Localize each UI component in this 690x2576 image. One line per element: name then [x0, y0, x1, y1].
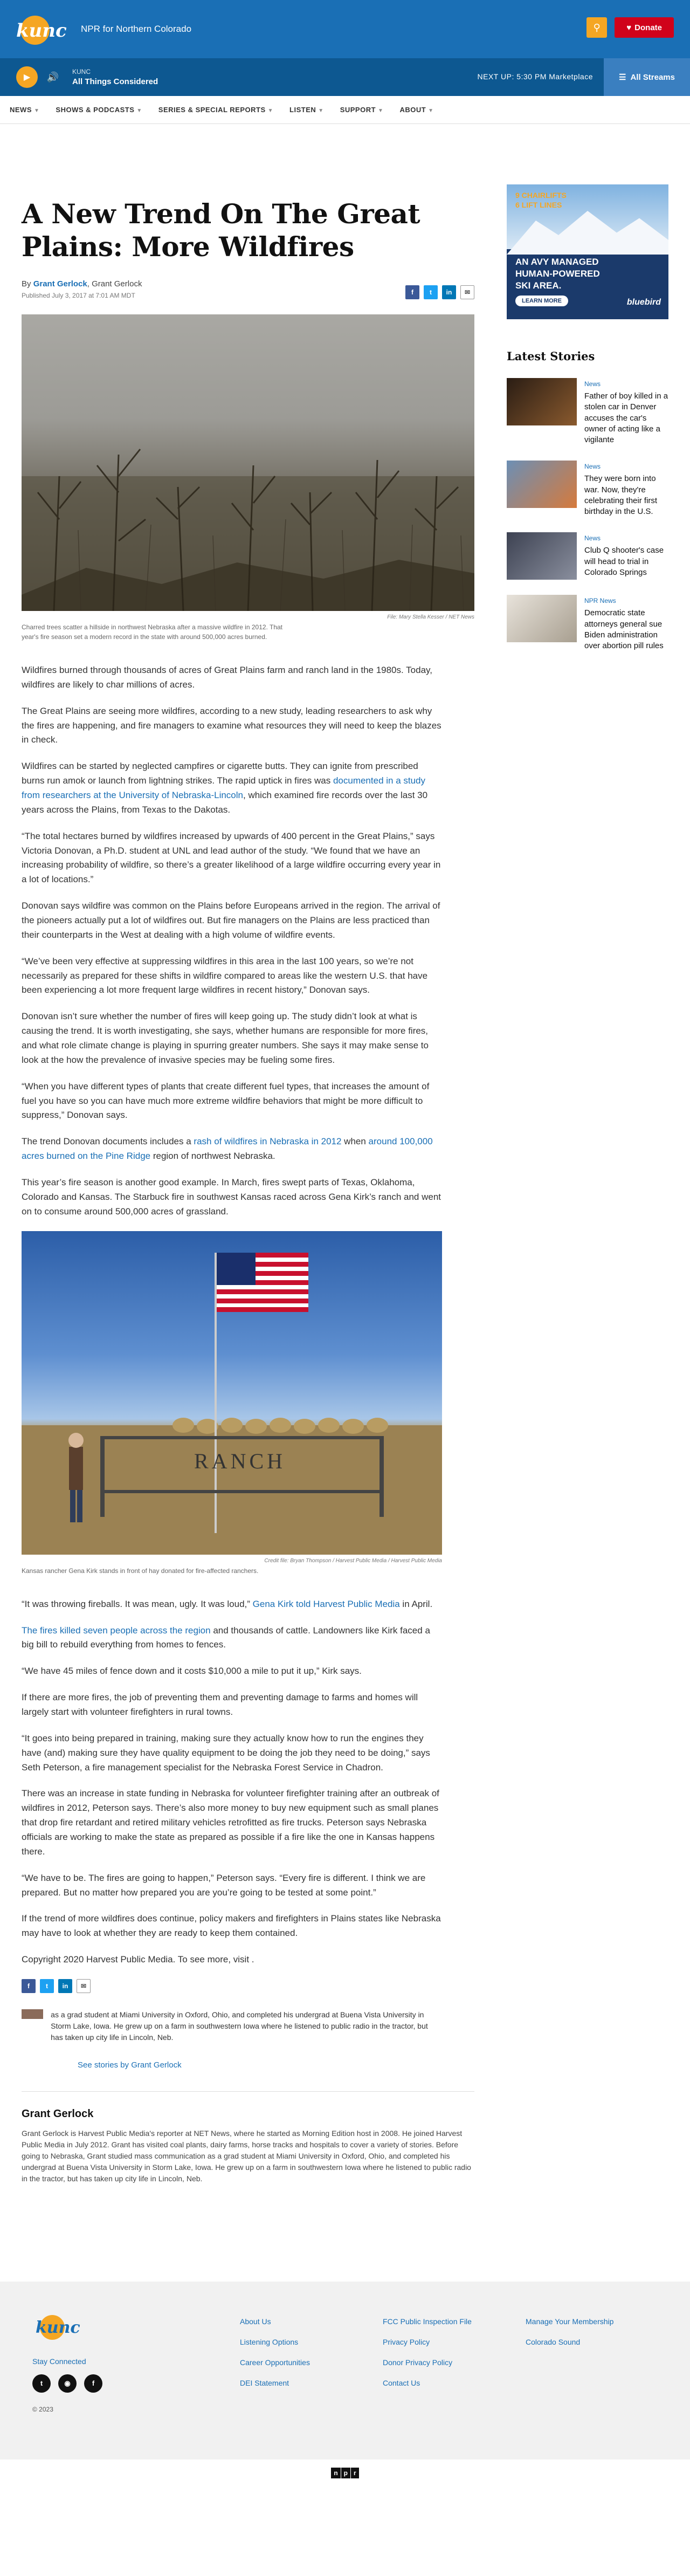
see-stories-link[interactable]: See stories by Grant Gerlock — [78, 2060, 182, 2070]
chevron-down-icon: ▼ — [136, 108, 142, 114]
author-link[interactable]: Grant Gerlock — [33, 279, 87, 288]
byline — [22, 279, 142, 288]
paragraph — [22, 759, 442, 817]
article-body — [22, 663, 442, 2070]
search-button[interactable] — [586, 17, 607, 38]
linkedin-icon[interactable]: in — [58, 1979, 72, 1993]
site-name: NPR for Northern Colorado — [81, 24, 192, 34]
nav-about[interactable] — [399, 106, 433, 114]
ad-line: 6 LIFT LINES — [515, 201, 562, 209]
next-up[interactable]: NEXT UP: 5:30 PM Marketplace — [477, 72, 593, 81]
paragraph — [22, 1624, 442, 1653]
story-tag[interactable]: NPR News — [584, 597, 616, 605]
story-headline[interactable]: They were born into war. Now, they're celebrating their first birthday in the U.S. — [584, 474, 658, 516]
story-text — [584, 532, 668, 580]
audio-player-bar — [0, 58, 690, 96]
site-logo[interactable] — [16, 10, 70, 48]
email-icon[interactable]: ✉ — [77, 1979, 91, 1993]
article-title: A New Trend On The Great Plains: More Wildfires — [22, 198, 420, 263]
paragraph: This year’s fire season is another good example. In March, fires swept parts of Texas, Oklahoma, Colorado and Kansas. The Starbuck fire in southwest Kansas raced across Gena Kirk’s ranch and went on to consume around 500,000 acres of grassland. — [22, 1177, 441, 1217]
study-link[interactable]: documented in a study from researchers at the University of Nebraska-Lincoln — [22, 775, 426, 801]
ranch-photo — [22, 1231, 442, 1555]
footer-column-2 — [383, 2317, 472, 2399]
facebook-icon[interactable]: f — [22, 1979, 36, 1993]
credit-text: / Harvest Public Media — [388, 1557, 442, 1564]
footer-social — [32, 2374, 658, 2393]
published-date: Published July 3, 2017 at 7:01 AM MDT — [22, 292, 135, 299]
all-streams-button[interactable] — [604, 58, 690, 96]
player-show: All Things Considered — [72, 77, 158, 86]
story-tag[interactable]: News — [584, 534, 601, 542]
byline-row — [22, 279, 474, 299]
credit-text: Credit file: Bryan Thompson / Harvest Public Media — [264, 1557, 387, 1564]
story-tag[interactable]: News — [584, 463, 601, 471]
footer-column-1 — [240, 2317, 310, 2399]
main-nav — [0, 96, 690, 124]
top-header — [0, 0, 690, 58]
text: Wildfires can be started by neglected campfires or cigarette butts. They can ignite from prescribed burns run amok or launch from lightning strikes. The rapid uptick in fires was — [22, 761, 418, 786]
paragraph: “The total hectares burned by wildfires increased by upwards of 400 percent in the Great Plains,” says Victoria Donovan, a Ph.D. student at UNL and lead author of the study. “We found that we have an increasing probability of wildfire, so there’s a greater likelihood of a large wildfire occurring every year in a lot of locations.” — [22, 830, 441, 885]
footer-link[interactable]: Manage Your Membership — [526, 2317, 614, 2326]
footer-link[interactable]: DEI Statement — [240, 2378, 289, 2387]
hero-image — [22, 314, 474, 611]
footer-link[interactable]: Career Opportunities — [240, 2358, 310, 2367]
share-buttons — [405, 285, 474, 299]
paragraph: Wildfires burned through thousands of acres of Great Plains farm and ranch land in the 1980s. Today, wildfires are likely to char millions of acres. — [22, 665, 432, 690]
story-text — [584, 378, 668, 445]
footer-link[interactable]: Listening Options — [240, 2337, 299, 2346]
footer — [0, 2282, 690, 2460]
footer-link[interactable]: Colorado Sound — [526, 2337, 581, 2346]
chevron-down-icon: ▼ — [378, 108, 384, 114]
footer-link[interactable]: Privacy Policy — [383, 2337, 430, 2346]
search-icon: ⚲ — [593, 22, 601, 33]
byline-author-2: Grant Gerlock — [92, 279, 142, 288]
chevron-down-icon: ▼ — [428, 108, 434, 114]
linkedin-icon[interactable]: in — [442, 285, 456, 299]
byline-by: By — [22, 279, 31, 288]
paragraph: Copyright 2020 Harvest Public Media. To see more, visit . — [22, 1954, 254, 1965]
gena-kirk-link[interactable]: Gena Kirk told Harvest Public Media — [252, 1598, 400, 1609]
ranch-sign: RANCH — [194, 1448, 286, 1473]
player-station: KUNC — [72, 68, 91, 75]
footer-link[interactable]: Donor Privacy Policy — [383, 2358, 453, 2367]
text: The trend Donovan documents includes a — [22, 1136, 194, 1147]
story-text — [584, 461, 668, 517]
nav-support[interactable] — [340, 106, 384, 114]
footer-link[interactable]: FCC Public Inspection File — [383, 2317, 472, 2326]
nav-label: LISTEN — [289, 106, 316, 114]
nav-label: SUPPORT — [340, 106, 376, 114]
nav-label: SHOWS & PODCASTS — [56, 106, 135, 114]
share-buttons-bottom — [22, 1979, 442, 1993]
donate-label: Donate — [634, 23, 662, 32]
photo-caption: Kansas rancher Gena Kirk stands in front of hay donated for fire-affected ranchers. — [22, 1567, 259, 1575]
text: when — [341, 1136, 369, 1147]
nav-label: ABOUT — [399, 106, 426, 114]
instagram-icon[interactable]: ◉ — [58, 2374, 77, 2393]
paragraph: The Great Plains are seeing more wildfires, according to a new study, leading researchers to ask why the fires are happening, and fire managers to examine what resources they will need to keep the blazes in check. — [22, 705, 441, 745]
nav-series-special-reports[interactable] — [158, 106, 273, 114]
header-actions — [586, 17, 674, 38]
twitter-icon[interactable]: t — [40, 1979, 54, 1993]
ranch-illustration — [22, 1231, 442, 1555]
nebraska-wildfires-link[interactable]: rash of wildfires in Nebraska in 2012 — [194, 1136, 342, 1147]
chevron-down-icon: ▼ — [318, 108, 324, 114]
volume-icon[interactable]: 🔊 — [46, 71, 59, 83]
page-container — [0, 124, 690, 2185]
text: and thousands of cattle. Landowners like Kirk faced a big bill to rebuild everything from homes to fences. — [22, 1625, 430, 1650]
text: region of northwest Nebraska. — [150, 1151, 275, 1162]
article — [22, 124, 474, 2185]
facebook-icon[interactable]: f — [84, 2374, 102, 2393]
text: , which examined fire records over the last 30 years across the Plains, from Texas to the Dakotas. — [22, 790, 428, 815]
story-headline[interactable]: Democratic state attorneys general sue Biden administration over abortion pill rules — [584, 608, 664, 650]
pine-ridge-link[interactable]: around 100,000 acres burned on the Pine Ridge — [22, 1136, 433, 1162]
paragraph: “When you have different types of plants that create different fuel types, that increases the amount of fuel you have so you can have much more extreme wildfire behaviors that might be more difficult to suppress,” Donovan says. — [22, 1081, 430, 1121]
byline-block — [22, 279, 142, 299]
latest-story[interactable] — [507, 595, 668, 651]
story-headline[interactable]: Father of boy killed in a stolen car in Denver accuses the car's owner of acting like a vigilante — [584, 391, 668, 444]
email-icon[interactable]: ✉ — [460, 285, 474, 299]
ad-learn-more[interactable]: LEARN MORE — [515, 296, 568, 306]
story-tag[interactable]: News — [584, 380, 601, 388]
nav-listen[interactable] — [289, 106, 324, 114]
donate-button[interactable] — [615, 17, 674, 38]
latest-stories-title: Latest Stories — [507, 349, 595, 363]
twitter-icon[interactable]: t — [32, 2374, 51, 2393]
npr-letter: r — [351, 2468, 359, 2478]
author-bio — [22, 2091, 474, 2185]
nav-label: NEWS — [10, 106, 32, 114]
author-bio-name: Grant Gerlock — [22, 2107, 94, 2120]
nav-news[interactable] — [10, 106, 39, 114]
now-playing — [72, 68, 158, 86]
paragraph: Donovan isn’t sure whether the number of fires will keep going up. The study didn’t look at what is causing the trend. It is worth investigating, she says, whether humans are responsible for more fires, and what role climate change is playing in spurring greater numbers. She says it may make sense to look at the how the prevalence of invasive species may be fueling some fires. — [22, 1011, 429, 1065]
logo-text: kunc — [16, 20, 67, 42]
paragraph: “We have to be. The fires are going to happen,” Peterson says. “Every fire is different. I think we are prepared. But no matter how prepared you are you’re going to be tested at some point.” — [22, 1872, 426, 1898]
footer-bottom — [0, 2460, 690, 2486]
paragraph: “It goes into being prepared in training, making sure they actually know how to run the engines they have (and) making sure they have quality equipment to be doing the job they need to be doing,” says Seth Peterson, a fire management specialist for the Nebraska Forest Service in Chadron. — [22, 1733, 430, 1773]
ad-line: HUMAN-POWERED — [515, 269, 600, 279]
chevron-down-icon: ▼ — [267, 108, 274, 114]
ad-brand: bluebird — [626, 298, 661, 307]
hero-credit: File: Mary Stella Kesser / NET News — [387, 614, 474, 620]
nav-shows-podcasts[interactable] — [56, 106, 142, 114]
hero-caption: Charred trees scatter a hillside in northwest Nebraska after a massive wildfire in 2012. That year's fire season set a modern record in the state with around 500,000 acres burned. — [22, 623, 283, 641]
footer-logo[interactable] — [32, 2314, 86, 2344]
charred-trees-illustration — [22, 314, 474, 611]
story-thumbnail[interactable] — [507, 378, 577, 425]
story-thumbnail[interactable] — [507, 532, 577, 580]
story-headline[interactable]: Club Q shooter's case will head to trial in Colorado Springs — [584, 546, 664, 577]
paragraph: If the trend of more wildfires does continue, policy makers and firefighters in Plains states like Nebraska may have to look at whether they are ready to keep them contained. — [22, 1913, 441, 1939]
paragraph — [22, 1135, 442, 1164]
footer-link[interactable]: Contact Us — [383, 2378, 420, 2387]
heart-icon: ♥ — [626, 23, 632, 32]
menu-icon: ☰ — [619, 73, 626, 82]
photo-credit — [22, 1558, 442, 1564]
nav-label: SERIES & SPECIAL REPORTS — [158, 106, 266, 114]
latest-story[interactable] — [507, 461, 668, 517]
paragraph — [22, 1597, 442, 1612]
author-mini — [22, 2009, 442, 2055]
story-thumbnail[interactable] — [507, 461, 577, 508]
text: in April. — [399, 1598, 433, 1609]
sidebar — [507, 124, 668, 2185]
footer-copyright: © 2023 — [32, 2405, 53, 2413]
advertisement[interactable] — [507, 184, 668, 319]
latest-story[interactable] — [507, 378, 668, 445]
ad-line: AN AVY MANAGED — [515, 257, 599, 267]
facebook-icon[interactable]: f — [405, 285, 419, 299]
share-group — [22, 1979, 91, 1993]
latest-story[interactable] — [507, 532, 668, 580]
footer-column-3 — [526, 2317, 613, 2358]
footer-link[interactable]: About Us — [240, 2317, 271, 2326]
play-icon: ▶ — [23, 73, 31, 82]
author-thumbnail — [22, 2009, 43, 2019]
npr-letter: n — [331, 2468, 340, 2478]
all-streams-label: All Streams — [630, 72, 675, 82]
npr-logo[interactable] — [331, 2468, 358, 2478]
paragraph: There was an increase in state funding in Nebraska for volunteer firefighter training after an outbreak of wildfires in 2012, Peterson says. There’s also more money to buy new equipment such as small planes that drop fire retardant and retired military vehicles retrofitted as fire trucks. Peterson says Nebraska officials are working to make the state as prepared as possible if a fire like the one in Kansas happens there. — [22, 1788, 439, 1857]
logo-text: kunc — [36, 2318, 80, 2337]
paragraph: “We’ve been very effective at suppressing wildfires in this area in the last 100 years, so we’re not necessarily as prepared for these shifts in wildfire compared to areas like the western U.S. that have been experiencing a lot more frequent large wildfires in recent history,” Donovan says. — [22, 956, 428, 995]
paragraph: Donovan says wildfire was common on the Plains before Europeans arrived in the region. The arrival of the pioneers actually put a lot of wildfires out. But fire managers on the Plains are less practiced than their counterparts in the West at dealing with a high volume of wildfire events. — [22, 901, 440, 940]
chevron-down-icon: ▼ — [34, 108, 40, 114]
stay-connected: Stay Connected — [32, 2357, 86, 2366]
paragraph: If there are more fires, the job of preventing them and preventing damage to farms and homes will largely start with volunteer firefighters in rural towns. — [22, 1692, 418, 1717]
ad-line: 9 CHAIRLIFTS — [515, 191, 567, 200]
author-mini-text: as a grad student at Miami University in Oxford, Ohio, and completed his undergrad at Buena Vista University in Storm Lake, Iowa. He grew up on a farm in southwestern Iowa where he listened to public radio in the tractor, but has taken up city life in Lincoln, Neb. — [51, 2010, 428, 2042]
npr-letter: p — [341, 2468, 350, 2478]
fires-killed-link[interactable]: The fires killed seven people across the region — [22, 1625, 211, 1636]
play-button[interactable] — [16, 66, 38, 88]
byline-separator: , — [87, 279, 89, 288]
author-bio-text: Grant Gerlock is Harvest Public Media's reporter at NET News, where he started as Morning Edition host in 2008. He joined Harvest Public Media in July 2012. Grant has visited coal plants, dairy farms, horse tracks and hospitals to cover a variety of stories. Before going to Nebraska, Grant studied mass communication as a grad student at Miami University in Oxford, Ohio, and completed his undergrad at Buena Vista University in Storm Lake, Iowa. He grew up on a farm in southwestern Iowa where he listened to public radio in the tractor, but has taken up city life in Lincoln, Neb. — [22, 2128, 471, 2183]
story-text — [584, 595, 668, 651]
paragraph: “We have 45 miles of fence down and it costs $10,000 a mile to put it up,” Kirk says. — [22, 1666, 362, 1677]
twitter-icon[interactable]: t — [424, 285, 438, 299]
ad-line: SKI AREA. — [515, 280, 562, 291]
text: “It was throwing fireballs. It was mean, ugly. It was loud,” — [22, 1598, 253, 1609]
story-thumbnail[interactable] — [507, 595, 577, 642]
